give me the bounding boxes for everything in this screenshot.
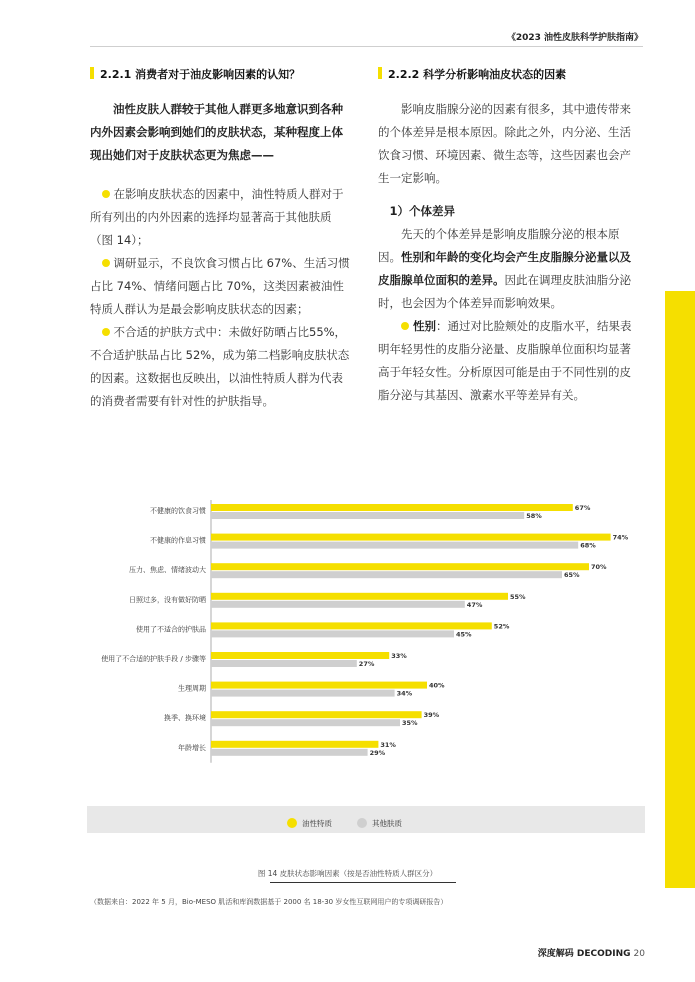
left-paragraph-3-text: 不合适的护肤方式中：未做好防晒占比55%，不合适护肤品占比 52%，成为第二档影响皮肤状态的因素。这数据也反映出，以油性特质人群为代表的消费者需要有针对性的护肤指导。 [90, 325, 350, 408]
right-paragraph-2c: 因此在调理皮肤油脂分泌时，也会因为个体差异而影响效果。 [378, 273, 631, 310]
data-label-other: 65% [564, 571, 580, 580]
bullet-dot [102, 190, 110, 198]
data-label-other: 29% [369, 748, 386, 757]
data-label-oily: 70% [591, 563, 607, 572]
data-label-oily: 55% [510, 592, 526, 601]
left-paragraph-1 [90, 183, 352, 252]
data-label-oily: 39% [423, 711, 440, 720]
right-paragraph-3a: ：通过对比脸颊处的皮脂水平，结果表明年轻男性的皮脂分泌量、皮脂腺单位面积均显著高于年轻女性。 [378, 319, 632, 379]
header-divider [90, 46, 643, 47]
data-label-other: 27% [358, 660, 375, 668]
bar-oily [211, 622, 492, 629]
category-label: 生理周期 [178, 684, 206, 693]
left-paragraph-3 [90, 321, 352, 413]
bar-oily [211, 741, 378, 748]
section-marker [90, 67, 94, 79]
section-marker [378, 67, 382, 79]
category-label: 不健康的作息习惯 [150, 536, 206, 545]
bar-other [211, 601, 465, 608]
data-label-other: 58% [526, 512, 542, 520]
data-label-oily: 67% [574, 504, 591, 512]
left-lead: 油性皮肤人群较于其他人群更多地意识到各种内外因素会影响到她们的皮肤状态，某种程度上体现出她们对于皮肤状态更为焦虑—— [90, 102, 343, 162]
bullet-dot [401, 322, 409, 330]
bar-other [211, 719, 400, 726]
right-column [378, 98, 642, 407]
bar-oily [211, 682, 427, 689]
bar-chart [0, 498, 695, 798]
bar-other [211, 571, 562, 578]
legend-swatch-other [357, 818, 367, 828]
right-paragraph-3 [378, 315, 642, 407]
bar-oily [211, 593, 508, 600]
bar-other [211, 542, 578, 549]
data-label-other: 47% [466, 600, 483, 609]
section-title-right-text: 2.2.2 科学分析影响油皮状态的因素 [388, 68, 567, 81]
section-title-left [90, 66, 300, 82]
bar-other [211, 512, 524, 519]
bullet-dot [102, 259, 110, 267]
left-paragraph-1-text: 在影响皮肤状态的因素中，油性特质人群对于所有列出的内外因素的选择均显著高于其他肤质（图 14）； [90, 187, 344, 247]
data-label-oily: 33% [391, 652, 407, 660]
data-label-other: 68% [580, 541, 596, 550]
bar-other [211, 690, 395, 697]
legend-swatch-oily [287, 818, 297, 828]
legend-label-oily: 油性特质 [302, 819, 332, 828]
data-source-note: （数据来自：2022 年 5 月，Bio-MESO 肌活和库润数据基于 2000 名 18-30 岁女性互联网用户的专项调研报告） [90, 898, 448, 906]
data-label-oily: 40% [429, 681, 445, 690]
page-number: 20 [633, 949, 645, 959]
right-paragraph-3-label: 性别 [413, 319, 436, 333]
legend-label-other: 其他肤质 [372, 819, 402, 828]
category-label: 年龄增长 [178, 743, 206, 752]
data-label-oily: 52% [493, 622, 510, 631]
category-label: 使用了不合适的护肤手段 / 步骤等 [101, 655, 206, 663]
left-paragraph-2-text: 调研显示，不良饮食习惯占比 67%、生活习惯占比 74%、情绪问题占比 70%，这类因素被油性特质人群认为是最会影响皮肤状态的因素； [90, 256, 350, 316]
section-title-left-text: 2.2.1 消费者对于油皮影响因素的认知？ [100, 68, 301, 81]
bar-oily [211, 563, 589, 570]
legend-item-other [357, 818, 402, 829]
data-label-other: 34% [396, 689, 413, 698]
right-paragraph-2a: 先天的个体差异是影响皮脂腺分泌的根本原因。 [378, 227, 620, 264]
right-paragraph-1: 影响皮脂腺分泌的因素有很多，其中遗传带来的个体差异是根本原因。除此之外，内分泌、生活饮食习惯、环境因素、微生态等，这些因素也会产生一定影响。 [378, 102, 631, 185]
chart-legend [87, 806, 645, 833]
footer-label: 深度解码 DECODING [537, 949, 631, 959]
legend-item-oily [287, 818, 332, 829]
bar-other [211, 749, 368, 756]
right-paragraph-2 [378, 223, 642, 315]
category-label: 不健康的饮食习惯 [150, 507, 206, 515]
category-label: 压力、焦虑、情绪波动大 [129, 566, 206, 575]
bar-oily [211, 711, 422, 718]
figure-caption: 图 14 皮肤状态影响因素（按是否油性特质人群区分） [257, 869, 438, 878]
document-title: 《2023 油性皮肤科学护肤指南》 [506, 33, 643, 43]
bar-oily [211, 534, 611, 541]
right-paragraph-3b: 分析原因可能是由于不同性别的皮脂分泌与其基因、激素水平等差异有关。 [378, 365, 631, 402]
left-paragraph-2 [90, 252, 352, 321]
left-column [90, 98, 352, 413]
bar-other [211, 660, 357, 667]
data-label-other: 35% [402, 719, 418, 728]
category-label: 换季、换环境 [164, 714, 206, 723]
section-title-right [378, 66, 566, 82]
page-footer [538, 946, 645, 959]
data-label-other: 45% [456, 630, 472, 639]
bar-oily [211, 504, 573, 511]
bullet-dot [102, 328, 110, 336]
caption-underline [270, 882, 456, 883]
data-label-oily: 31% [380, 740, 396, 749]
right-subheading: 1）个体差异 [389, 204, 456, 218]
category-label: 使用了不适合的护肤品 [136, 625, 206, 634]
right-paragraph-2b: 性别和年龄的变化均会产生皮脂腺分泌量以及皮脂腺单位面积的差异。 [378, 250, 631, 287]
data-label-oily: 74% [612, 533, 629, 542]
category-label: 日照过多，没有做好防晒 [129, 595, 206, 604]
bar-oily [211, 652, 389, 659]
bar-other [211, 630, 454, 637]
